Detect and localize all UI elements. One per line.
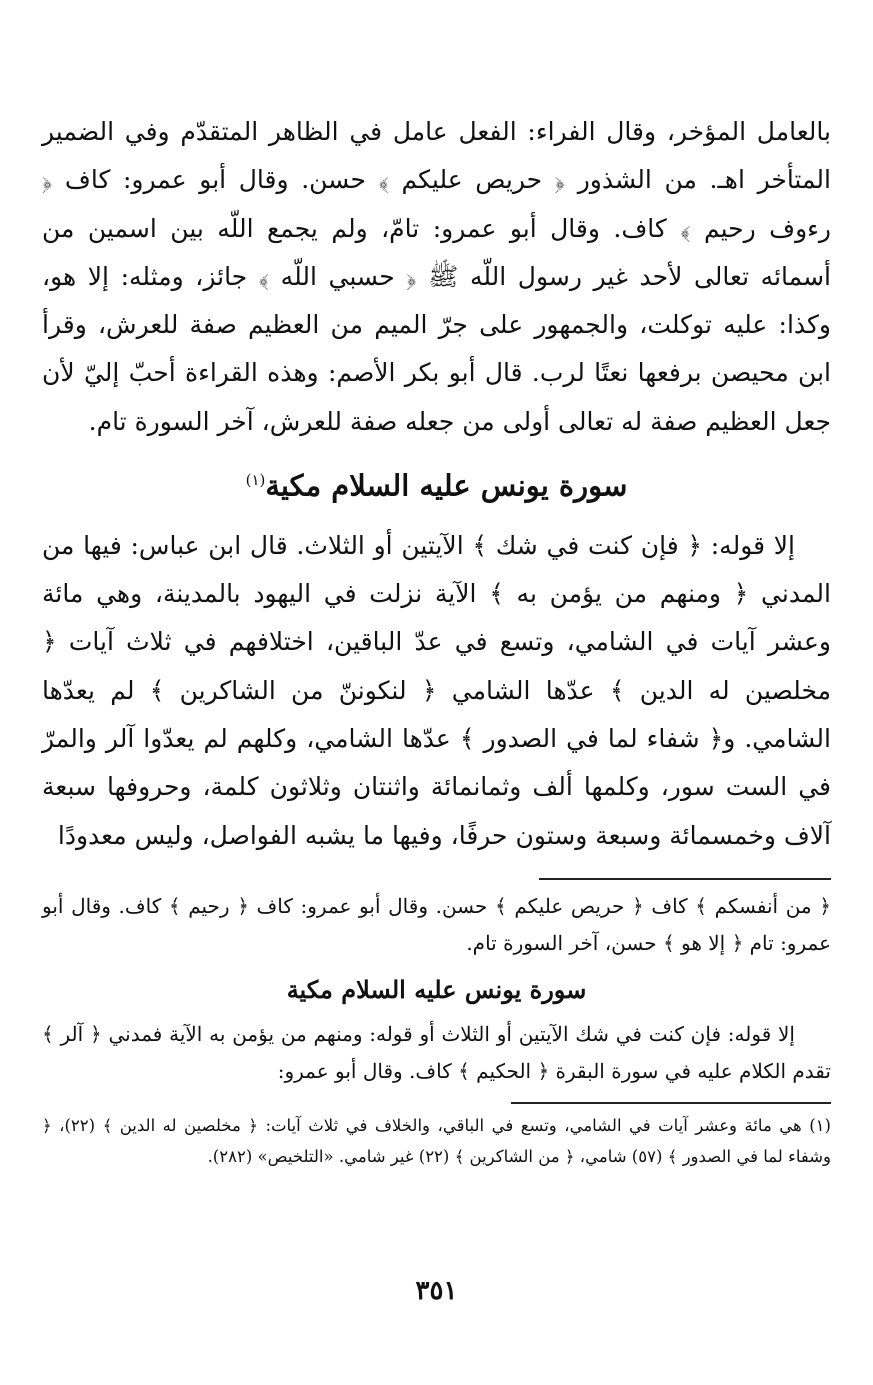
footnote-reference: (١) <box>245 471 266 490</box>
page-number: ٣٥١ <box>415 1276 458 1306</box>
main-paragraph-surah-intro: إلا قوله: ﴿ فإن كنت في شك ﴾ الآيتين أو الثلاث. قال ابن عباس: فيها من المدني ﴿ ومنهم من يؤمن به ﴾ الآية نزلت في اليهود بالمدينة، وهي مائة وعشر آيات في الشامي، وتسع في عدّ الباقين، اختلافهم في ثلاث آيات ﴿ مخلصين له الدين ﴾ عدّها الشامي ﴿ لنكوننّ من الشاكرين ﴾ لم يعدّها الشامي. و﴿ شفاء لما في الصدور ﴾ عدّها الشامي، وكلهم لم يعدّوا آلر والمرّ في الست سور، وكلمها ألف وثمانمائة واثنتان وثلاثون كلمة، وحروفها سبعة آلاف وخمسمائة وسبعة وستون حرفًا، وفيها ما يشبه الفواصل، وليس معدودًا <box>42 530 831 850</box>
section-divider <box>539 878 831 880</box>
lower-surah-heading: سورة يونس عليه السلام مكية <box>286 974 587 1004</box>
lower-paragraph-surah-intro: إلا قوله: فإن كنت في شك الآيتين أو الثلاث أو قوله: ومنهم من يؤمن به الآية فمدني ﴿ آلر ﴾ تقدم الكلام عليه في سورة البقرة ﴿ الحكيم ﴾ كاف. وقال أبو عمرو: <box>42 1021 831 1083</box>
lower-paragraph-continuation: ﴿ من أنفسكم ﴾ كاف ﴿ حريص عليكم ﴾ حسن. وقال أبو عمرو: كاف ﴿ رحيم ﴾ كاف. وقال أبو عمرو: تام ﴿ إلا هو ﴾ حسن، آخر السورة تام. <box>42 893 831 955</box>
main-paragraph-continuation: بالعامل المؤخر، وقال الفراء: الفعل عامل في الظاهر المتقدّم وفي الضمير المتأخر اهـ. من الشذور ﴿ حريص عليكم ﴾ حسن. وقال أبو عمرو: كاف ﴿ رءوف رحيم ﴾ كاف. وقال أبو عمرو: تامّ، ولم يجمع اللّه بين اسمين من أسمائه تعالى لأحد غير رسول اللّه ﷺ ﴿ حسبي اللّه ﴾ جائز، ومثله: إلا هو، وكذا: عليه توكلت، والجمهور على جرّ الميم من العظيم صفة للعرش، وقرأ ابن محيصن برفعها نعتًا لرب. قال أبو بكر الأصم: وهذه القراءة أحبّ إليّ لأن جعل العظيم صفة له تعالى أولى من جعله صفة للعرش، آخر السورة تام. <box>42 117 831 436</box>
surah-heading-text: سورة يونس عليه السلام مكية <box>265 468 628 503</box>
surah-heading <box>42 458 831 508</box>
footnote-divider <box>511 1102 831 1104</box>
footnote-text: (١) هي مائة وعشر آيات في الشامي، وتسع في الباقي، والخلاف في ثلاث آيات: ﴿ مخلصين له الدين ﴾ (٢٢)، ﴿ وشفاء لما في الصدور ﴾ (٥٧) شامي، ﴿ من الشاكرين ﴾ (٢٢) غير شامي. «التلخيص» (٢٨٢). <box>42 1115 831 1166</box>
